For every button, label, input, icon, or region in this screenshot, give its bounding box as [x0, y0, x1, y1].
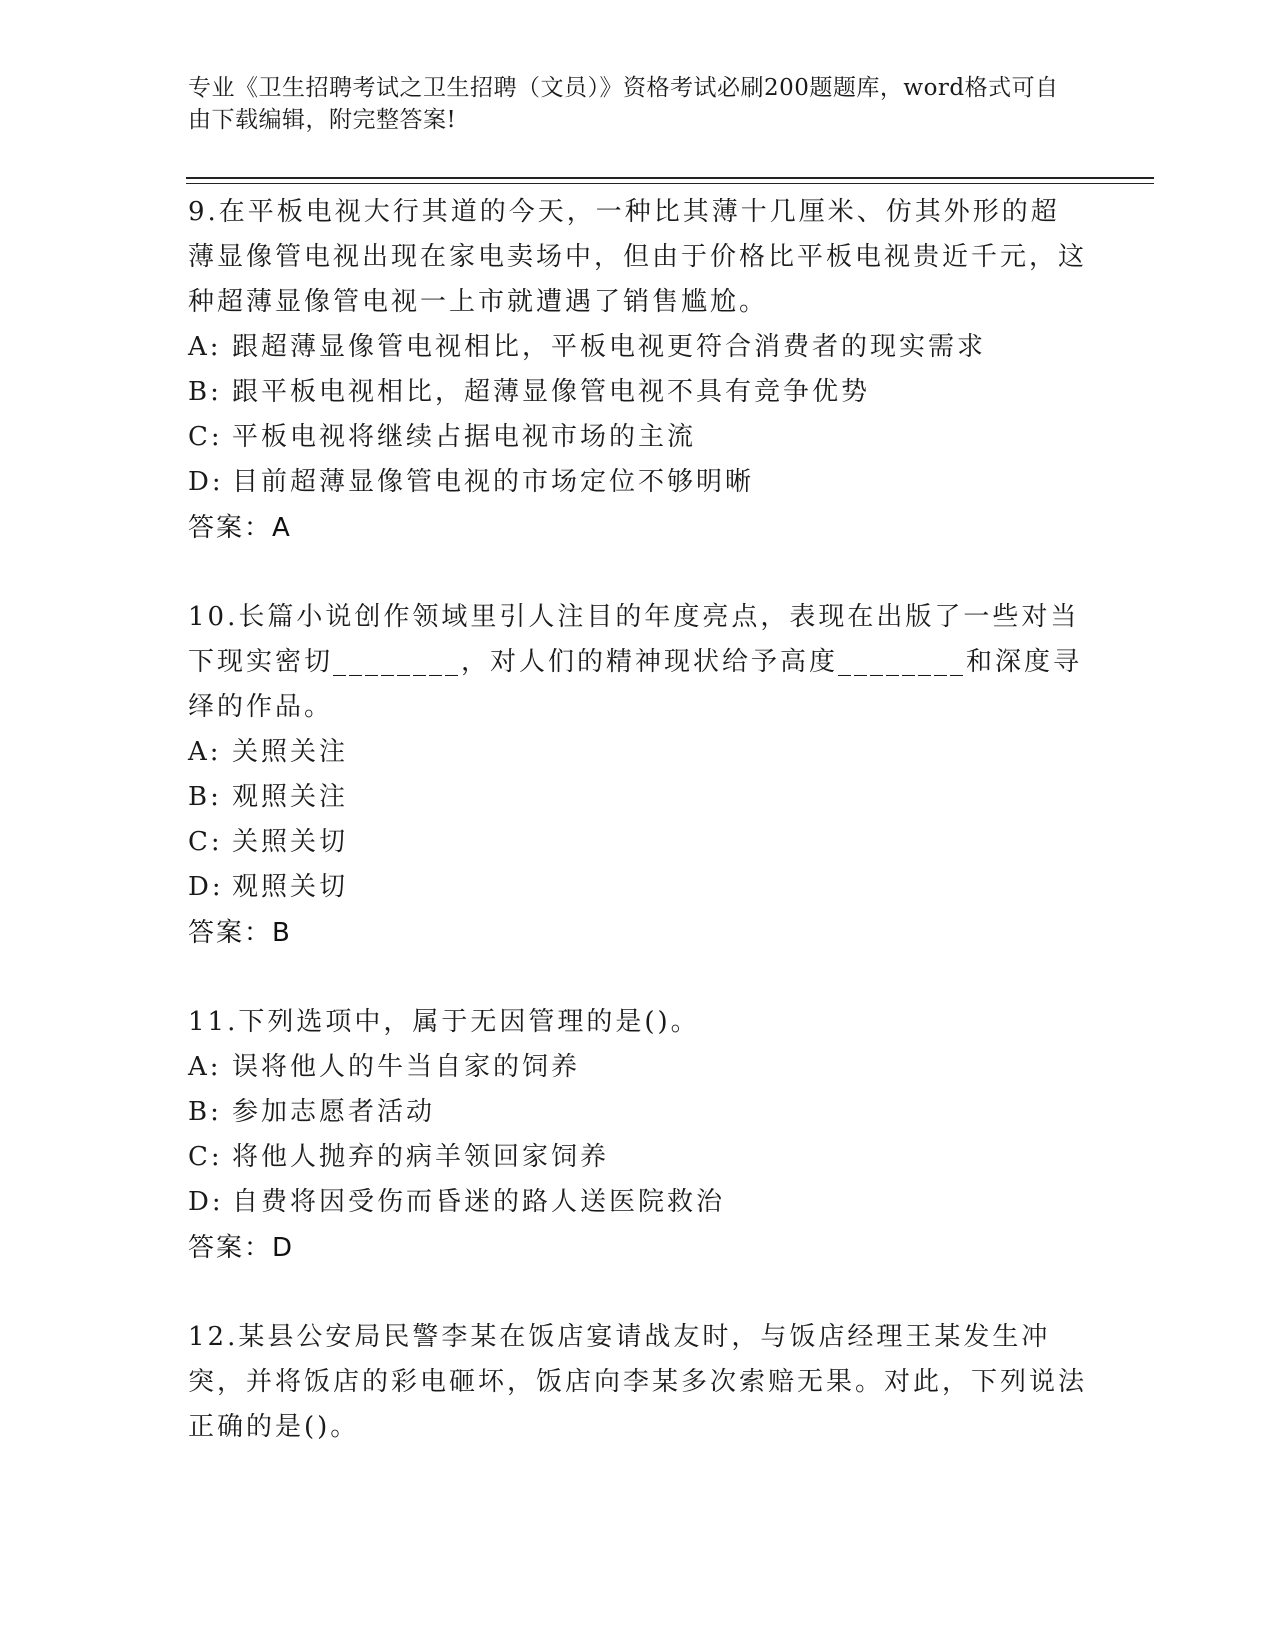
question-stem: 12.某县公安局民警李某在饭店宴请战友时，与饭店经理王某发生冲突，并将饭店的彩电砸坏，饭店向李某多次索赔无果。对此，下列说法正确的是()。	[188, 1322, 1088, 1442]
option-letter: B:	[188, 377, 222, 407]
option-text: 平板电视将继续占据电视市场的主流	[232, 422, 697, 452]
option-letter: D:	[188, 467, 224, 497]
question-list	[188, 190, 1088, 1494]
option-d	[188, 1180, 1088, 1225]
option-letter: D:	[188, 1187, 224, 1217]
option-letter: C:	[188, 422, 223, 452]
option-letter: C:	[188, 827, 223, 857]
option-c	[188, 1135, 1088, 1180]
document-header: 专业《卫生招聘考试之卫生招聘（文员）》资格考试必刷200题题库，word格式可自由下载编辑，附完整答案!	[188, 75, 1059, 133]
option-text: 关照关注	[232, 737, 349, 767]
option-text: 将他人抛弃的病羊领回家饲养	[232, 1142, 610, 1172]
option-d	[188, 460, 1088, 505]
option-letter: B:	[188, 1097, 222, 1127]
option-text: 观照关注	[232, 782, 349, 812]
question-11	[188, 1000, 1088, 1271]
option-a	[188, 1045, 1088, 1090]
option-text: 关照关切	[232, 827, 349, 857]
option-a	[188, 730, 1088, 775]
option-letter: A:	[188, 332, 222, 362]
option-b	[188, 1090, 1088, 1135]
question-9	[188, 190, 1088, 551]
header-divider-thin	[186, 183, 1154, 184]
option-letter: A:	[188, 1052, 222, 1082]
option-letter: D:	[188, 872, 224, 902]
header-divider-thick	[186, 177, 1154, 179]
option-b	[188, 370, 1088, 415]
option-c	[188, 820, 1088, 865]
question-10	[188, 595, 1088, 956]
option-a	[188, 325, 1088, 370]
question-stem: 11.下列选项中，属于无因管理的是()。	[188, 1007, 700, 1037]
option-letter: B:	[188, 782, 222, 812]
option-text: 跟超薄显像管电视相比，平板电视更符合消费者的现实需求	[232, 332, 987, 362]
option-letter: C:	[188, 1142, 223, 1172]
question-stem: 10.长篇小说创作领域里引人注目的年度亮点，表现在出版了一些对当下现实密切________，对人们的精神现状给予高度________和深度寻绎的作品。	[188, 602, 1083, 722]
option-d	[188, 865, 1088, 910]
question-stem: 9.在平板电视大行其道的今天，一种比其薄十几厘米、仿其外形的超薄显像管电视出现在家电卖场中，但由于价格比平板电视贵近千元，这种超薄显像管电视一上市就遭遇了销售尴尬。	[188, 197, 1088, 317]
option-text: 观照关切	[232, 872, 349, 902]
answer-label: 答案：A	[188, 513, 292, 543]
option-letter: A:	[188, 737, 222, 767]
answer-label: 答案：B	[188, 918, 292, 948]
option-c	[188, 415, 1088, 460]
option-text: 参加志愿者活动	[232, 1097, 436, 1127]
option-text: 误将他人的牛当自家的饲养	[232, 1052, 581, 1082]
option-text: 跟平板电视相比，超薄显像管电视不具有竞争优势	[232, 377, 871, 407]
option-text: 目前超薄显像管电视的市场定位不够明晰	[232, 467, 755, 497]
option-b	[188, 775, 1088, 820]
option-text: 自费将因受伤而昏迷的路人送医院救治	[232, 1187, 726, 1217]
answer-label: 答案：D	[188, 1233, 295, 1263]
question-12	[188, 1315, 1088, 1450]
